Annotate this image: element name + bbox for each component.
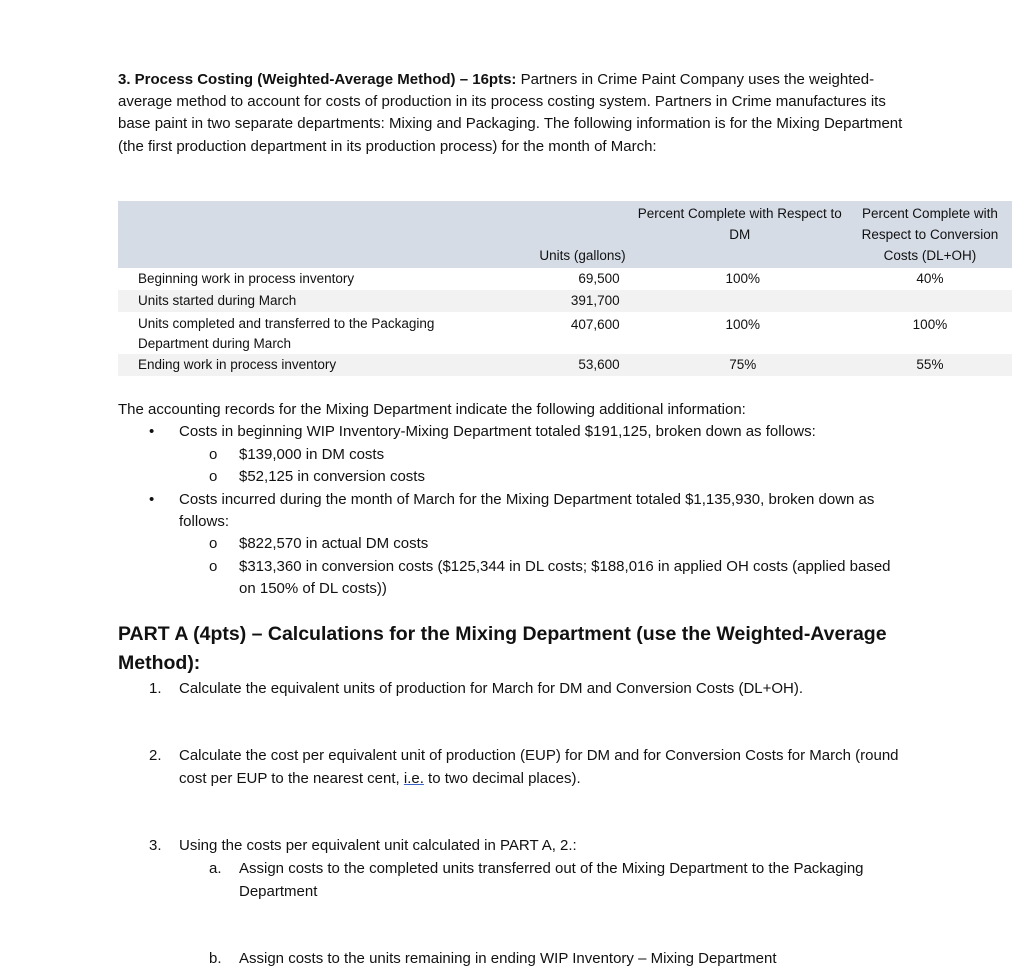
question-3b [118,948,908,971]
row-dm: 75% [632,354,848,376]
row-cc: 40% [916,271,944,286]
table-header-row [118,201,1012,268]
row-cc [848,290,1012,312]
row-units: 391,700 [462,290,631,312]
header-cc-percent: Percent Complete with Respect to Conversion Costs (DL+OH) [848,201,1012,268]
question-text: Calculate the equivalent units of production for March for DM and Conversion Costs (DL+OH). [179,680,804,697]
question-3a [118,858,908,903]
row-label: Units started during March [118,290,462,312]
list-item [118,421,908,443]
list-item [118,466,908,488]
bullet-text: Costs in beginning WIP Inventory-Mixing Department totaled $191,125, broken down as follows: [179,423,816,441]
question-text-part: to two decimal places). [423,769,581,787]
problem-heading: 3. Process Costing (Weighted-Average Method) – 16pts: [118,71,517,88]
bullet-icon: • [149,423,155,441]
sub-bullet-icon: o [209,468,218,486]
part-a-heading: PART A (4pts) – Calculations for the Mixing Department (use the Weighted-Average Method): [118,623,887,674]
sub-bullet-text: $139,000 in DM costs [239,445,385,463]
question-number: 1. [149,680,162,697]
row-units: 407,600 [570,317,620,332]
header-blank [118,201,462,268]
row-dm: 100% [725,317,761,332]
header-units: Units (gallons) [462,201,631,268]
ie-abbreviation: i.e. [403,769,424,787]
question-number: 3. [149,837,162,854]
sub-bullet-icon: o [209,557,218,575]
question-3 [118,835,908,858]
problem-body: Partners in Crime Paint Company uses the weighted-average method to account for costs of production in its process costing system. Partners in Crime manufactures its base paint in two separate departments: Mixing and Packaging. The following information is for the Mixing Department (the first production department in its production process) for the month of March: [118,71,903,155]
sub-bullet-icon: o [209,535,218,553]
row-dm: 100% [725,271,761,286]
row-cc: 100% [912,317,948,332]
question-text: Assign costs to the completed units transferred out of the Mixing Department to the Packaging Department [239,860,864,900]
header-dm-percent: Percent Complete with Respect to DM [632,201,848,268]
problem-intro [118,69,908,158]
list-item [118,489,908,534]
question-text-part: Calculate the cost per equivalent unit of production (EUP) for DM and for Conversion Costs for March (round cost per EUP to the nearest cent, [179,747,899,787]
bullet-icon: • [149,490,155,508]
table-row [118,312,1012,354]
sub-bullet-text: $52,125 in conversion costs [239,468,425,486]
records-lead: The accounting records for the Mixing Department indicate the following additional information: [118,401,746,418]
table-row [118,268,1012,290]
table-row [118,290,1012,312]
row-label: Units completed and transferred to the Packaging Department during March [138,316,435,351]
sub-bullet-icon: o [209,445,218,463]
additional-information [118,399,908,601]
list-item [118,556,908,601]
row-units: 53,600 [462,354,631,376]
sub-bullet-text: $313,360 in conversion costs ($125,344 in DL costs; $188,016 in applied OH costs (applied based on 150% of DL costs)) [239,557,891,598]
question-text [118,745,908,790]
question-number: 2. [149,747,162,764]
question-text: Assign costs to the units remaining in ending WIP Inventory – Mixing Department [239,950,777,967]
bullet-text: Costs incurred during the month of March for the Mixing Department totaled $1,135,930, broken down as follows: [179,490,875,531]
production-data-table [118,201,1012,376]
row-units: 69,500 [578,271,620,286]
question-2 [118,745,908,790]
sub-bullet-text: $822,570 in actual DM costs [239,535,429,553]
list-item [118,533,908,555]
list-item [118,444,908,466]
row-label: Beginning work in process inventory [138,271,355,286]
question-number: a. [209,860,222,877]
row-cc: 55% [848,354,1012,376]
row-dm [632,290,848,312]
table-row [118,354,1012,376]
question-number: b. [209,950,222,967]
question-1 [118,678,908,701]
question-text: Using the costs per equivalent unit calculated in PART A, 2.: [179,837,577,854]
row-label: Ending work in process inventory [118,354,462,376]
